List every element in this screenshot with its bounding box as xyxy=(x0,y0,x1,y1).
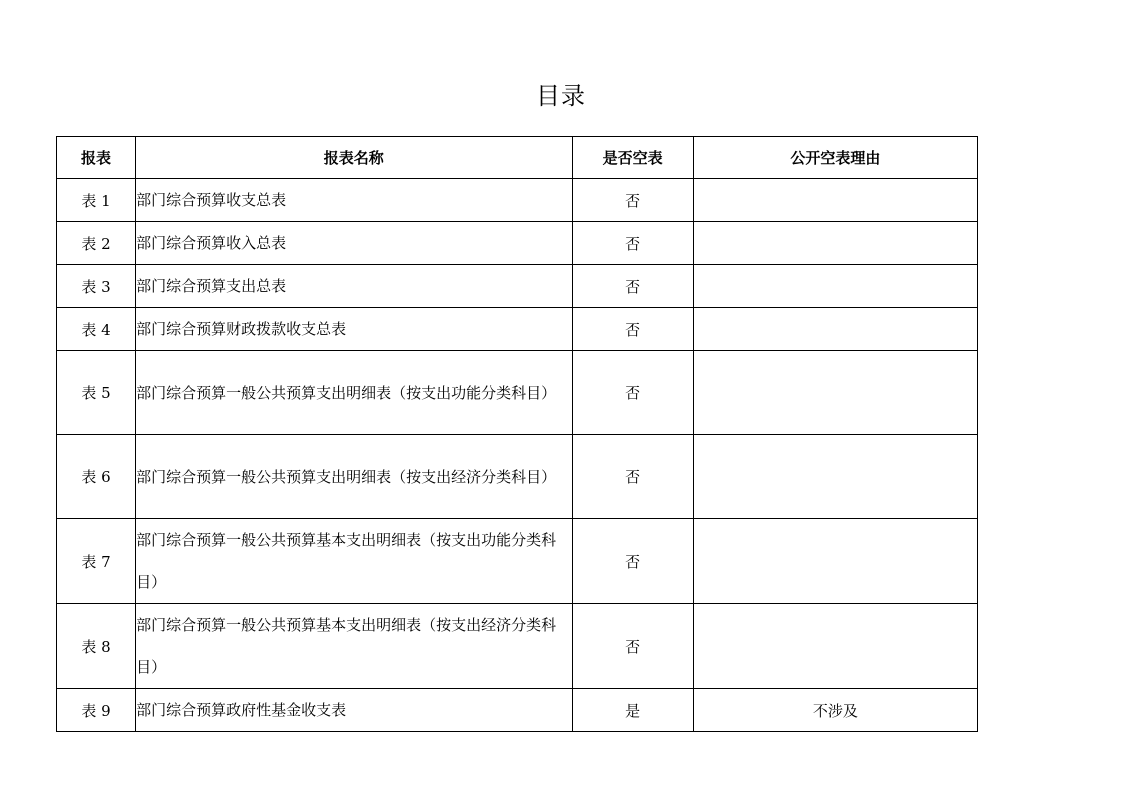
report-id-cell: 表 1 xyxy=(57,179,136,222)
report-name-cell: 部门综合预算财政拨款收支总表 xyxy=(136,308,572,351)
report-id-cell: 表 2 xyxy=(57,222,136,265)
is-empty-cell: 否 xyxy=(572,265,693,308)
is-empty-cell: 否 xyxy=(572,351,693,435)
report-id-cell: 表 7 xyxy=(57,519,136,604)
empty-reason-cell xyxy=(693,604,977,689)
table-row xyxy=(57,351,978,435)
report-name-cell: 部门综合预算一般公共预算支出明细表（按支出功能分类科目） xyxy=(136,351,572,435)
table-row xyxy=(57,689,978,732)
is-empty-cell: 否 xyxy=(572,222,693,265)
table-header-row xyxy=(57,137,978,179)
report-name-cell: 部门综合预算收入总表 xyxy=(136,222,572,265)
empty-reason-cell xyxy=(693,222,977,265)
report-name-cell: 部门综合预算收支总表 xyxy=(136,179,572,222)
report-id-cell: 表 9 xyxy=(57,689,136,732)
empty-reason-cell xyxy=(693,435,977,519)
table-row xyxy=(57,179,978,222)
report-name-cell: 部门综合预算一般公共预算支出明细表（按支出经济分类科目） xyxy=(136,435,572,519)
empty-reason-cell: 不涉及 xyxy=(693,689,977,732)
empty-reason-cell xyxy=(693,179,977,222)
table-row xyxy=(57,435,978,519)
table-row xyxy=(57,604,978,689)
is-empty-cell: 是 xyxy=(572,689,693,732)
page-title: 目录 xyxy=(536,82,586,110)
is-empty-cell: 否 xyxy=(572,519,693,604)
report-id-cell: 表 8 xyxy=(57,604,136,689)
header-report-name: 报表名称 xyxy=(136,137,572,179)
report-name-cell: 部门综合预算政府性基金收支表 xyxy=(136,689,572,732)
report-index-table xyxy=(56,136,978,732)
table-row xyxy=(57,308,978,351)
report-name-cell: 部门综合预算一般公共预算基本支出明细表（按支出功能分类科目） xyxy=(136,519,572,604)
table-row xyxy=(57,519,978,604)
empty-reason-cell xyxy=(693,265,977,308)
empty-reason-cell xyxy=(693,519,977,604)
report-id-cell: 表 6 xyxy=(57,435,136,519)
is-empty-cell: 否 xyxy=(572,435,693,519)
report-name-cell: 部门综合预算一般公共预算基本支出明细表（按支出经济分类科目） xyxy=(136,604,572,689)
report-id-cell: 表 4 xyxy=(57,308,136,351)
table-row xyxy=(57,265,978,308)
is-empty-cell: 否 xyxy=(572,179,693,222)
header-is-empty: 是否空表 xyxy=(572,137,693,179)
empty-reason-cell xyxy=(693,351,977,435)
is-empty-cell: 否 xyxy=(572,604,693,689)
empty-reason-cell xyxy=(693,308,977,351)
header-empty-reason: 公开空表理由 xyxy=(693,137,977,179)
header-report-id: 报表 xyxy=(57,137,136,179)
is-empty-cell: 否 xyxy=(572,308,693,351)
table-row xyxy=(57,222,978,265)
report-id-cell: 表 5 xyxy=(57,351,136,435)
report-name-cell: 部门综合预算支出总表 xyxy=(136,265,572,308)
report-id-cell: 表 3 xyxy=(57,265,136,308)
